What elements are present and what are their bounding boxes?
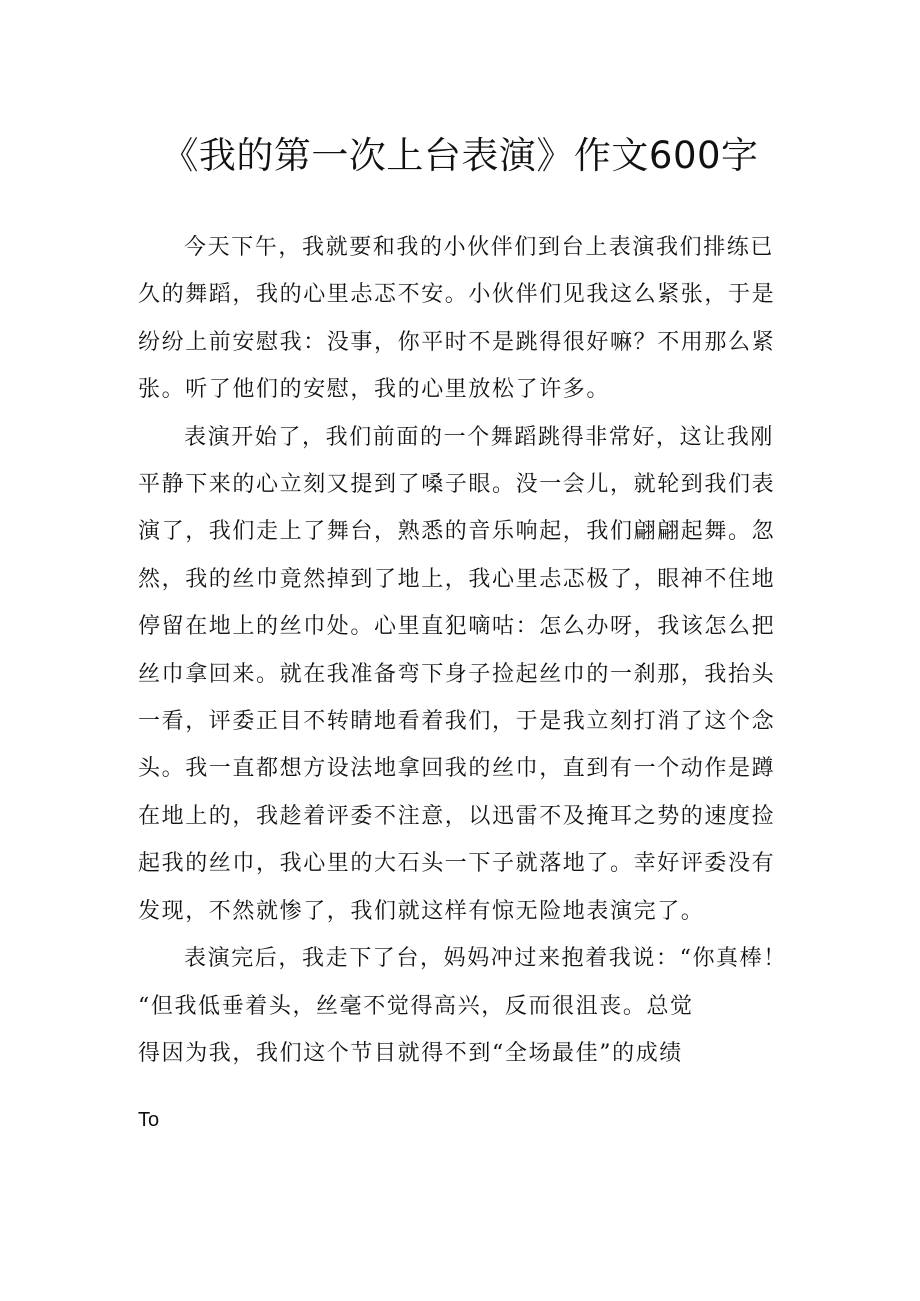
paragraph-line: 今天下午，我就要和我的小伙伴们到台上表演我们排练已	[184, 235, 775, 260]
paragraph-line: 得因为我，我们这个节目就得不到“全场最佳”的成绩	[138, 1040, 683, 1066]
paragraph-line: 平静下来的心立刻又提到了嗓子眼。没一会儿，就轮到我们表	[138, 472, 776, 498]
paragraph-line: 发现，不然就惨了，我们就这样有惊无险地表演完了。	[138, 898, 705, 924]
paragraph-line: 在地上的，我趁着评委不注意，以迅雷不及掩耳之势的速度捡	[138, 803, 776, 829]
paragraph-line: 久的舞蹈，我的心里忐忑不安。小伙伴们见我这么紧张，于是	[138, 282, 776, 308]
paragraph-line: 一看，评委正目不转睛地看着我们，于是我立刻打消了这个念	[138, 709, 776, 735]
document-title: 《我的第一次上台表演》作文600字	[161, 134, 759, 177]
paragraph-line: 起我的丝巾，我心里的大石头一下子就落地了。幸好评委没有	[138, 851, 776, 877]
paragraph-line: 纷纷上前安慰我：没事，你平时不是跳得很好嘛？不用那么紧	[138, 329, 776, 355]
paragraph-line: “但我低垂着头，丝毫不觉得高兴，反而很沮丧。总觉	[138, 993, 694, 1019]
paragraph-line: 表演开始了，我们前面的一个舞蹈跳得非常好，这让我刚	[184, 424, 775, 450]
paragraph-line: 表演完后，我走下了台，妈妈冲过来抱着我说：“你真棒！	[184, 946, 787, 972]
paragraph-line: 停留在地上的丝巾处。心里直犯嘀咕：怎么办呀，我该怎么把	[138, 614, 776, 640]
essay-body	[138, 224, 787, 1077]
paragraph-line: 演了，我们走上了舞台，熟悉的音乐响起，我们翩翩起舞。忽	[138, 519, 776, 545]
paragraph-line: 张。听了他们的安慰，我的心里放松了许多。	[138, 377, 611, 403]
paragraph-line: 丝巾拿回来。就在我准备弯下身子捡起丝巾的一刹那，我抬头	[138, 661, 776, 687]
paragraph-line: 然，我的丝巾竟然掉到了地上，我心里忐忑极了，眼神不住地	[138, 566, 776, 592]
footer-mark: To	[138, 1109, 160, 1131]
paragraph-line: 头。我一直都想方设法地拿回我的丝巾，直到有一个动作是蹲	[138, 756, 776, 782]
